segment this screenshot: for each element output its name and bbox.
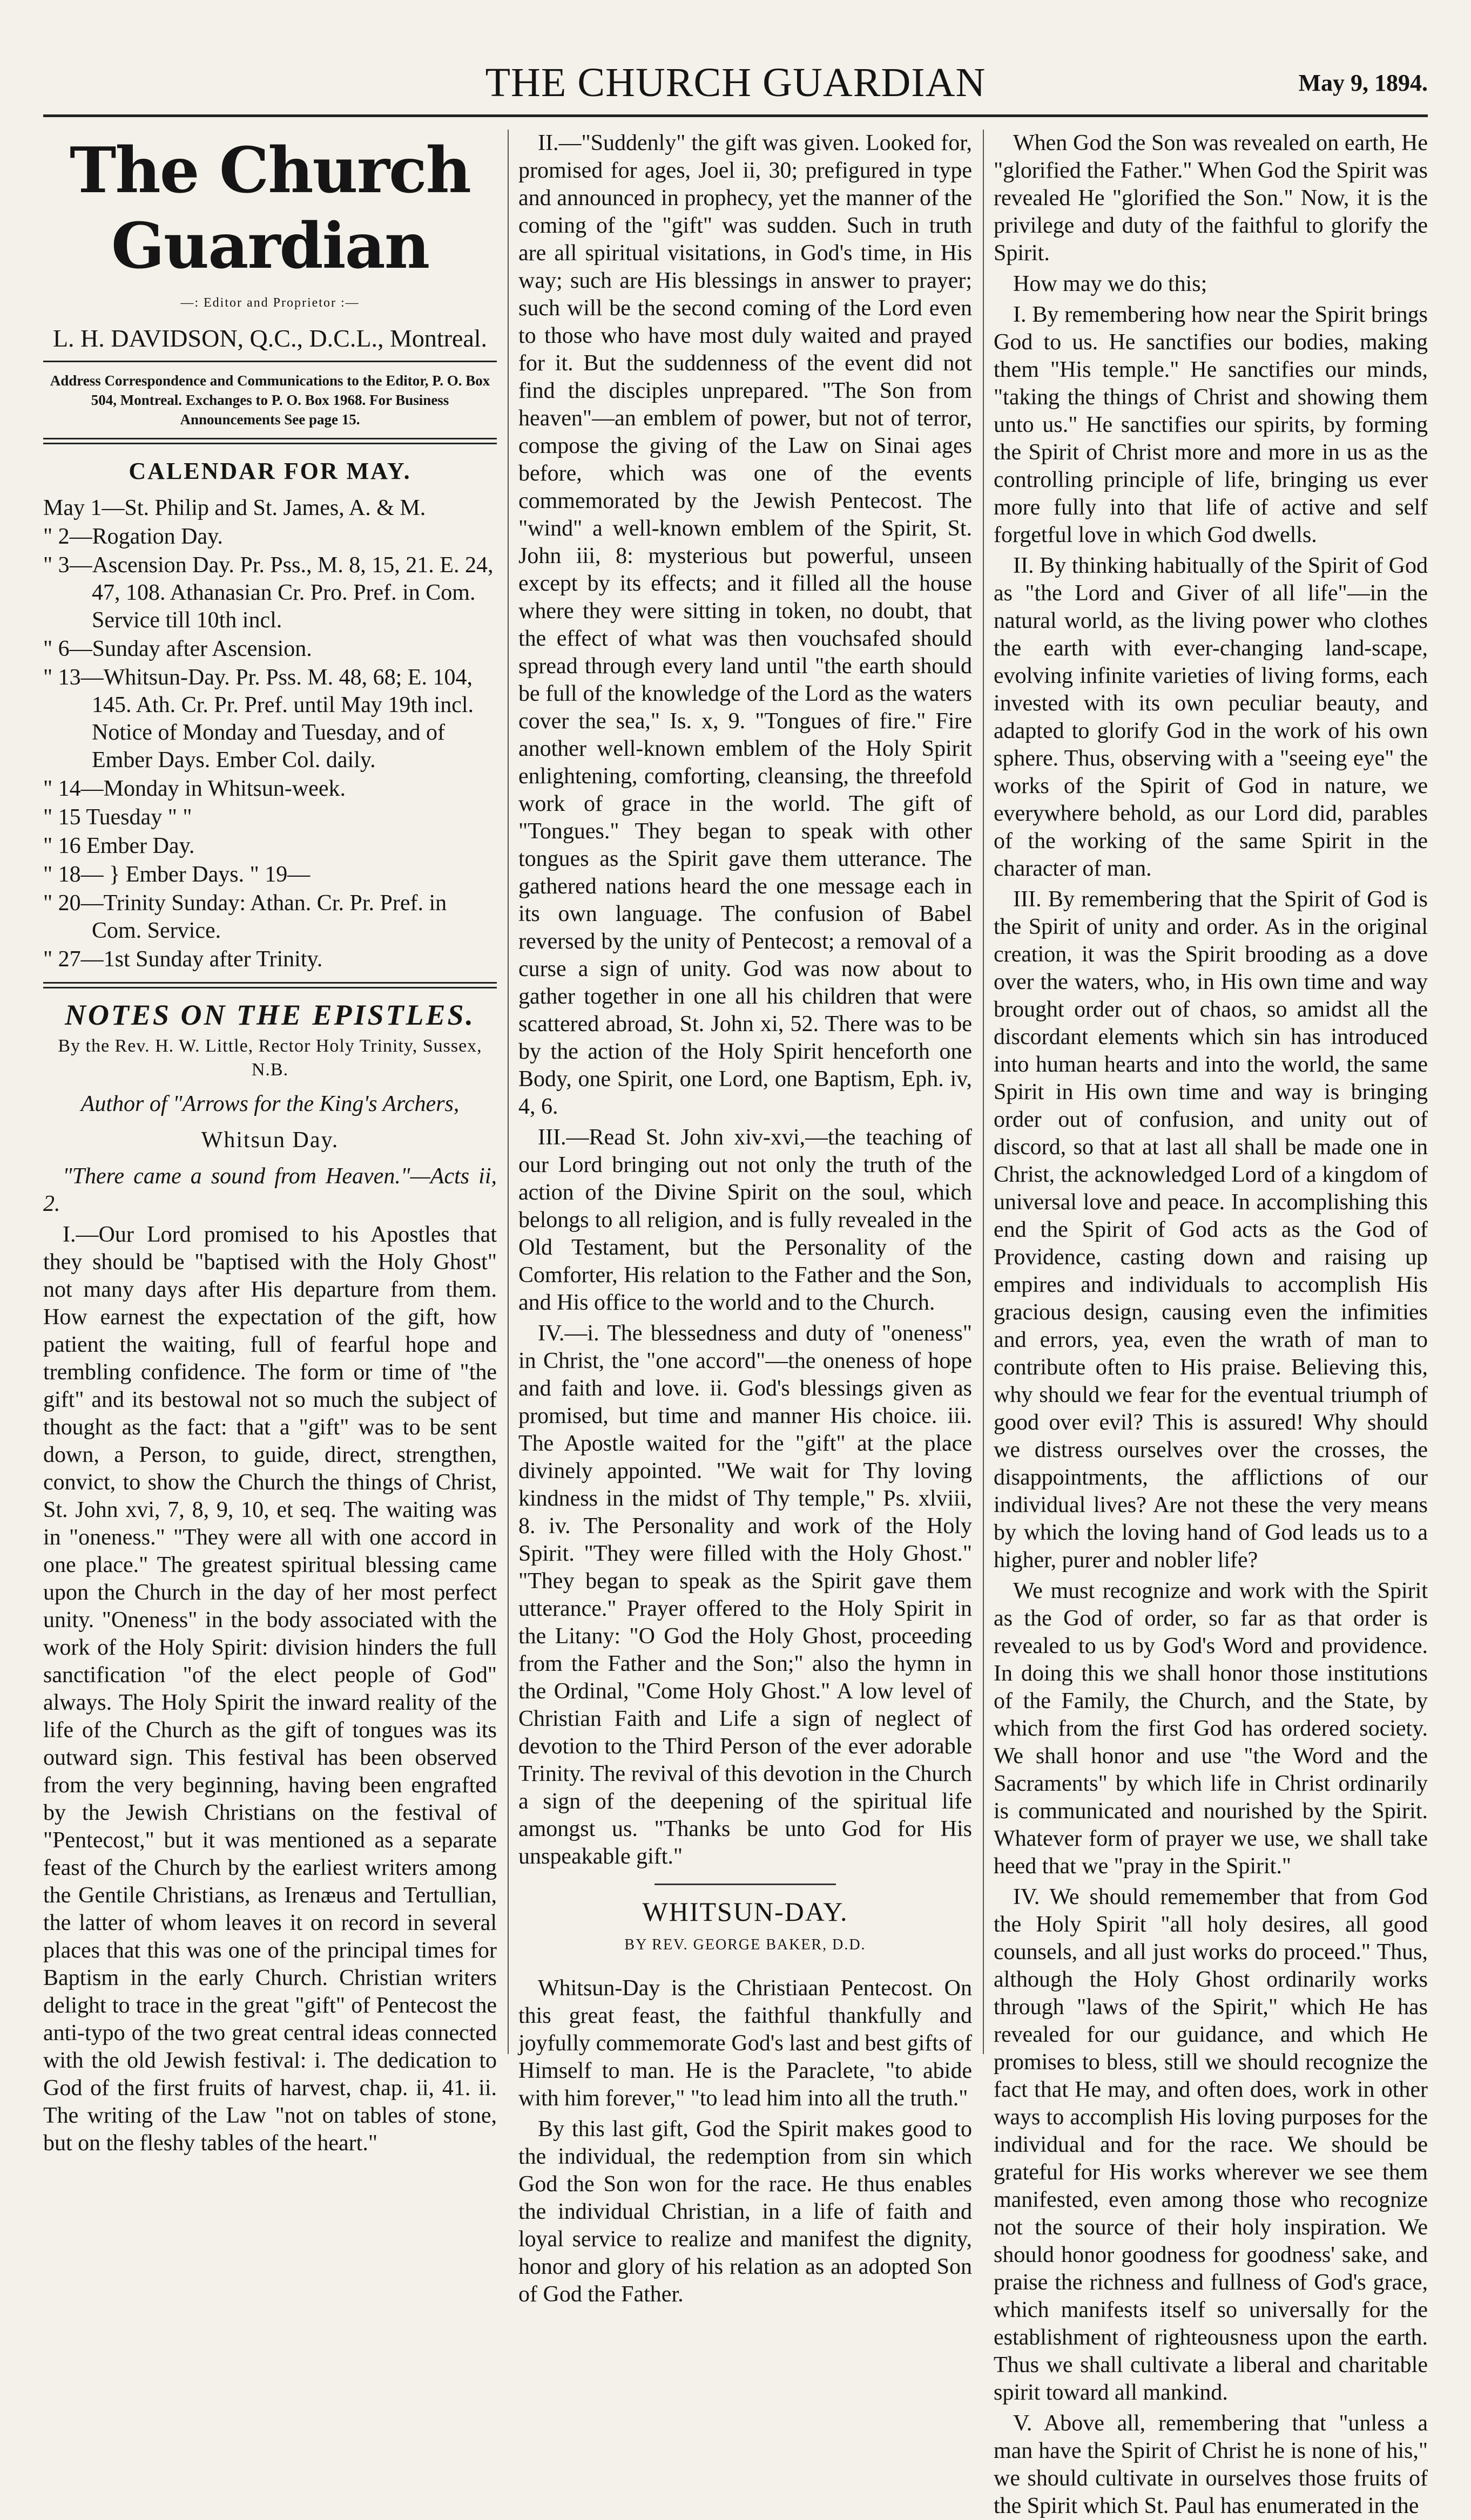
column-divider <box>508 130 509 2054</box>
whitsun-paragraph: When God the Son was revealed on earth, He "glorified the Father." When God the Spirit was revealed He "glorified the Son." Now, it is the privilege and duty of the faithful to glorify the Spirit. <box>994 131 1428 266</box>
calendar-item: " 6—Sunday after Ascension. <box>43 636 312 661</box>
notes-heading: NOTES ON THE EPISTLES. <box>64 999 476 1031</box>
notes-paragraph: I.—Our Lord promised to his Apostles that they should be "baptised with the Holy Ghost" not many days after His departure from them. How earnest the expectation of the gift, how patient the waiting, full of fearful hope and trembling confidence. The form or time of "the gift" and its bestowal not so much the subject of thought as the fact: that a "gift" was to be sent down, a Person, to guide, direct, strengthen, convict, to show the Church the things of Christ, St. John xvi, 7, 8, 9, 10, et seq. The waiting was in "oneness." "They were all with one accord in one place." The greatest spiritual blessing came upon the Church in the day of her most perfect unity. "Oneness" in the body associated with the work of the Holy Spirit: division hinders the full sanctification "of the elect people of God" always. The Holy Spirit the inward reality of the life of the Church as the gift of tongues was its outward sign. This festival has been observed from the very beginning, having been engrafted by the Jewish Christians on the festival of "Pentecost," but it was mentioned as a separate feast of the Church by the earliest writers among the Gentile Christians, as Irenæus and Tertullian, the latter of whom leaves it on record in several places that this was one of the principal times for Baptism in the early Church. Christian writers delight to trace in the great "gift" of Pentecost the anti-typo of the two great central ideas connected with the old Jewish festival: i. The dedication to God of the first fruits of harvest, chap. ii, 41. ii. The writing of the Law "not on tables of stone, but on the fleshy tables of the heart." <box>43 1222 497 2156</box>
address-notice: Address Correspondence and Communications to the Editor, P. O. Box 504, Montreal. Exchanges to P. O. Box 1968. For Business Announcements See page 15. <box>50 372 490 428</box>
calendar-item: " 27—1st Sunday after Trinity. <box>43 947 323 972</box>
whitsun-paragraph: By this last gift, God the Spirit makes good to the individual, the redemption from sin which God the Son won for the race. He thus enables the individual Christian, in a life of faith and loyal service to realize and manifest the dignity, honor and glory of his relation as an adopted Son of God the Father. <box>518 2117 972 2307</box>
whitsun-paragraph: V. Above all, remembering that "unless a man have the Spirit of Christ he is none of his," we should cultivate in ourselves those fruits of the Spirit which St. Paul has enumerated in the <box>994 2411 1428 2518</box>
notes-epigraph: "There came a sound from Heaven."—Acts ii, 2. <box>43 1164 497 1216</box>
header-rule <box>43 114 1428 117</box>
whitsun-paragraph: III. By remembering that the Spirit of God is the Spirit of unity and order. As in the original creation, it was the Spirit brooding as a dove over the waters, who, in His own time and way brought order out of chaos, so amidst all the discordant elements which sin has introduced into human hearts and into the world, the same Spirit in His own time and way is bringing order out of confusion, and unity out of discord, so that at last all shall be made one in Christ, the acknowledged Lord of a kingdom of universal love and peace. In accomplishing this end the Spirit of God acts as the God of Providence, casting down and raising up empires and individuals to accomplish His gracious design, causing even the infimities and errors, yea, even the wrath of man to contribute often to His praise. Believing this, why should we fear for the eventual triumph of good over evil? This is assured! Why should we distress ourselves over the crosses, the disappointments, the afflictions of our individual lives? Are not these the very means by which the loving hand of God leads us to a higher, purer and nobler life? <box>994 887 1428 1573</box>
whitsun-paragraph: I. By remembering how near the Spirit brings God to us. He sanctifies our bodies, making them "His temple." He sanctifies our minds, "taking the things of Christ and showing them unto us." He sanctifies our spirits, by forming the Spirit of Christ more and more in us as the controlling principle of life, bringing us ever more fully into that life of active and self forgetful love in which God dwells. <box>994 302 1428 547</box>
column-3 <box>994 130 1428 2518</box>
divider <box>654 1884 836 1885</box>
issue-date: May 9, 1894. <box>1298 70 1428 96</box>
notes-author-of: Author of "Arrows for the King's Archers, <box>80 1092 460 1116</box>
calendar-item: " 3—Ascension Day. Pr. Pss., M. 8, 15, 21. E. 24, 47, 108. Athanasian Cr. Pro. Pref. in Com. Service till 10th incl. <box>43 553 494 633</box>
running-title: THE CHURCH GUARDIAN <box>485 60 986 105</box>
calendar-item: " 13—Whitsun-Day. Pr. Pss. M. 48, 68; E. 104, 145. Ath. Cr. Pr. Pref. until May 19th incl. Notice of Monday and Tuesday, and of Ember Days. Ember Col. daily. <box>43 665 474 773</box>
notes-occasion: Whitsun Day. <box>201 1128 339 1153</box>
calendar-item: " 2—Rogation Day. <box>43 524 223 549</box>
divider <box>43 361 497 362</box>
column-2 <box>518 130 972 2307</box>
notes-paragraph: III.—Read St. John xiv-xvi,—the teaching of our Lord bringing out not only the truth of the action of the Divine Spirit on the soul, which belongs to all religion, and is fully revealed in the Old Testament, but the Personality of the Comforter, His relation to the Father and the Son, and His office to the world and to the Church. <box>518 1125 972 1315</box>
whitsun-paragraph: IV. We should rememember that from God the Holy Spirit "all holy desires, all good counsels, and all just works do proceed." Thus, although the Holy Ghost ordinarily works through "laws of the Spirit," which He has revealed for our guidance, and which He promises to bless, still we should recognize the fact that He may, and often does, work in other ways to accomplish His loving purposes for the individual and for the race. We should be grateful for His works wherever we see them manifested, even among those who recognize not the source of their holy inspiration. We should honor goodness for goodness' sake, and praise the richness and fullness of God's grace, which manifests itself so universally for the establishment of righteousness upon the earth. Thus we shall cultivate a liberal and charitable spirit toward all mankind. <box>994 1885 1428 2405</box>
editor-tag: —: Editor and Proprietor :— <box>180 296 360 310</box>
calendar-item: " 14—Monday in Whitsun-week. <box>43 776 346 801</box>
notes-byline: By the Rev. H. W. Little, Rector Holy Trinity, Sussex, N.B. <box>58 1036 482 1080</box>
calendar-item: " 16 Ember Day. <box>43 834 195 858</box>
divider <box>43 982 497 988</box>
notes-paragraph: II.—"Suddenly" the gift was given. Looked for, promised for ages, Joel ii, 30; prefigured in type and announced in prophecy, yet the manner of the coming of the "gift" was sudden. Such in truth are all spiritual visitations, in God's time, in His way; such are His blessings in answer to prayer; such will be the second coming of the Lord even to those who have most duly waited and prayed for it. But the suddenness of the event did not find the disciples unprepared. "The Son from heaven"—an emblem of power, but not of terror, compose the giving of the Law on Sinai ages before, which was one of the events commemorated by the Jewish Pentecost. The "wind" a well-known emblem of the Spirit, St. John iii, 8: mysterious but powerful, unseen except by its effects; and it filled all the house where they were sitting in token, no doubt, that the effect of what was then vouchsafed should spread through every land until "the earth should be full of the knowledge of the Lord as the waters cover the sea," Is. x, 9. "Tongues of fire." Fire another well-known emblem of the Holy Spirit enlightening, comforting, cleansing, the threefold work of grace in the world. The gift of "Tongues." They began to speak with other tongues as the Spirit gave them utterance. The gathered nations heard the one message each in its own language. The confusion of Babel reversed by the unity of Pentecost; a removal of a curse a sign of unity. God was now about to gather together in one all his children that were scattered abroad, St. John xi, 52. There was to be by the action of the Holy Spirit henceforth one Body, one Spirit, one Lord, one Baptism, Eph. iv, 4, 6. <box>518 131 972 1119</box>
calendar-item: " 20—Trinity Sunday: Athan. Cr. Pr. Pref. in Com. Service. <box>43 891 447 943</box>
whitsun-paragraph: We must recognize and work with the Spirit as the God of order, so far as that order is revealed to us by God's Word and providence. In doing this we shall honor those institutions of the Family, the Church, and the State, by which from the first God has ordered society. We shall honor and use "the Word and the Sacraments" by which life in Christ ordinarily is communicated and nourished by the Spirit. Whatever form of prayer we use, we shall take heed that we "pray in the Spirit." <box>994 1579 1428 1879</box>
editor-name: L. H. DAVIDSON, Q.C., D.C.L., Montreal. <box>52 324 488 352</box>
whitsun-title: WHITSUN-DAY. <box>642 1896 848 1927</box>
column-divider <box>983 130 984 2054</box>
divider <box>43 438 497 444</box>
whitsun-paragraph: II. By thinking habitually of the Spirit of God as "the Lord and Giver of all life"—in the natural world, as the living power who clothes the earth with ever-changing land-scape, evolving infinite varieties of living forms, each invested with its own peculiar beauty, and adapted to glorify God in the work of his own sphere. Thus, observing with a "seeing eye" the works of the Spirit of God in nature, we everywhere behold, as our Lord did, parables of the working of the same Spirit in the character of man. <box>994 553 1428 881</box>
page-header <box>43 59 1428 108</box>
whitsun-byline: BY REV. GEORGE BAKER, D.D. <box>624 1936 866 1953</box>
calendar-list <box>43 494 497 973</box>
calendar-item: " 18— } Ember Days. " 19— <box>43 862 311 887</box>
masthead-title: The Church Guardian <box>70 134 470 283</box>
calendar-item: May 1—St. Philip and St. James, A. & M. <box>43 496 426 520</box>
whitsun-paragraph: How may we do this; <box>1013 272 1207 296</box>
column-1 <box>43 130 497 2156</box>
calendar-item: " 15 Tuesday " " <box>43 805 192 830</box>
notes-paragraph: IV.—i. The blessedness and duty of "oneness" in Christ, the "one accord"—the oneness of hope and faith and love. ii. God's blessings given as promised, but time and manner His choice. iii. The Apostle waited for the "gift" at the place divinely appointed. "We wait for Thy loving kindness in the midst of Thy temple," Ps. xlviii, 8. iv. The Personality and work of the Holy Spirit. "They were filled with the Holy Ghost." "They began to speak as the Spirit gave them utterance." Prayer offered to the Holy Spirit in the Litany: "O God the Holy Ghost, proceeding from the Father and the Son;" also the hymn in the Ordinal, "Come Holy Ghost." A low level of Christian Faith and Life a sign of neglect of devotion to the Third Person of the ever adorable Trinity. The revival of this devotion in the Church a sign of the deepening of the spiritual life amongst us. "Thanks be unto God for His unspeakable gift." <box>518 1321 972 1869</box>
whitsun-paragraph: Whitsun-Day is the Christiaan Pentecost. On this great feast, the faithful thankfully and joyfully commemorate God's last and best gifts of Himself to man. He is the Paraclete, "to abide with him forever," "to lead him into all the truth." <box>518 1976 972 2111</box>
calendar-heading: CALENDAR FOR MAY. <box>129 458 411 484</box>
